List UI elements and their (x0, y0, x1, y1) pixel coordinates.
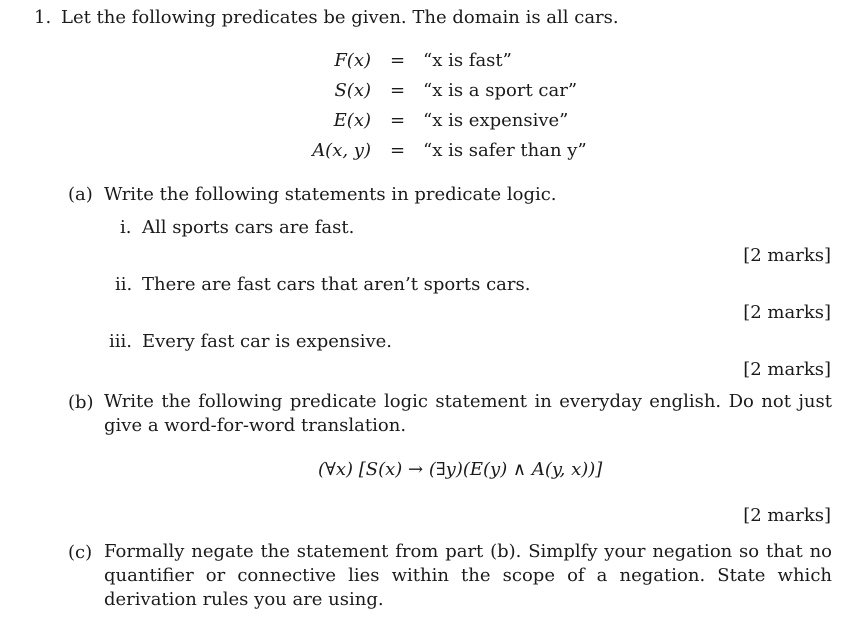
part-a-item-1-marks: [2 marks] (743, 245, 831, 266)
part-c-text: Formally negate the statement from part (b). Simplfy your negation so that no quantifier or connective lies within the scope of a negation. State which derivation rules you are using. (104, 541, 832, 610)
part-b-text: Write the following predicate logic statement in everyday english. Do not just give a word-for-word translation. (104, 391, 832, 436)
part-a-item-1-text: All sports cars are fast. (142, 217, 355, 238)
predicate-rhs-f: “x is fast” (423, 50, 512, 71)
predicate-rhs-a: “x is safer than y” (423, 140, 587, 161)
predicate-rhs-e: “x is expensive” (423, 110, 569, 131)
part-a-item-2-label: ii. (115, 274, 133, 295)
question-intro: Let the following predicates be given. The domain is all cars. (61, 7, 619, 28)
part-a-item-2-marks: [2 marks] (743, 302, 831, 323)
predicate-eq-a: = (390, 140, 406, 161)
question-number: 1. (34, 7, 52, 28)
predicate-rhs-s: “x is a sport car” (423, 80, 578, 101)
predicate-lhs-e: E(x) (333, 110, 371, 131)
predicate-lhs-f: F(x) (334, 50, 371, 71)
predicate-lhs-s: S(x) (334, 80, 371, 101)
predicate-eq-e: = (390, 110, 406, 131)
part-a-item-3-text: Every fast car is expensive. (142, 331, 393, 352)
predicate-eq-s: = (390, 80, 406, 101)
part-a-item-2-text: There are fast cars that aren’t sports cars. (142, 274, 531, 295)
part-a-item-3-label: iii. (109, 331, 132, 352)
part-a-item-3-marks: [2 marks] (743, 359, 831, 380)
part-a-label: (a) (68, 184, 93, 205)
predicate-eq-f: = (390, 50, 406, 71)
part-c-label: (c) (68, 542, 93, 563)
part-b-formula: (∀x) [S(x) → (∃y)(E(y) ∧ A(y, x))] (318, 459, 603, 480)
part-b-label: (b) (68, 392, 94, 413)
part-a-text: Write the following statements in predicate logic. (104, 184, 557, 205)
predicate-lhs-a: A(x, y) (312, 140, 371, 161)
part-a-item-1-label: i. (120, 217, 132, 238)
part-b-marks: [2 marks] (743, 505, 831, 526)
